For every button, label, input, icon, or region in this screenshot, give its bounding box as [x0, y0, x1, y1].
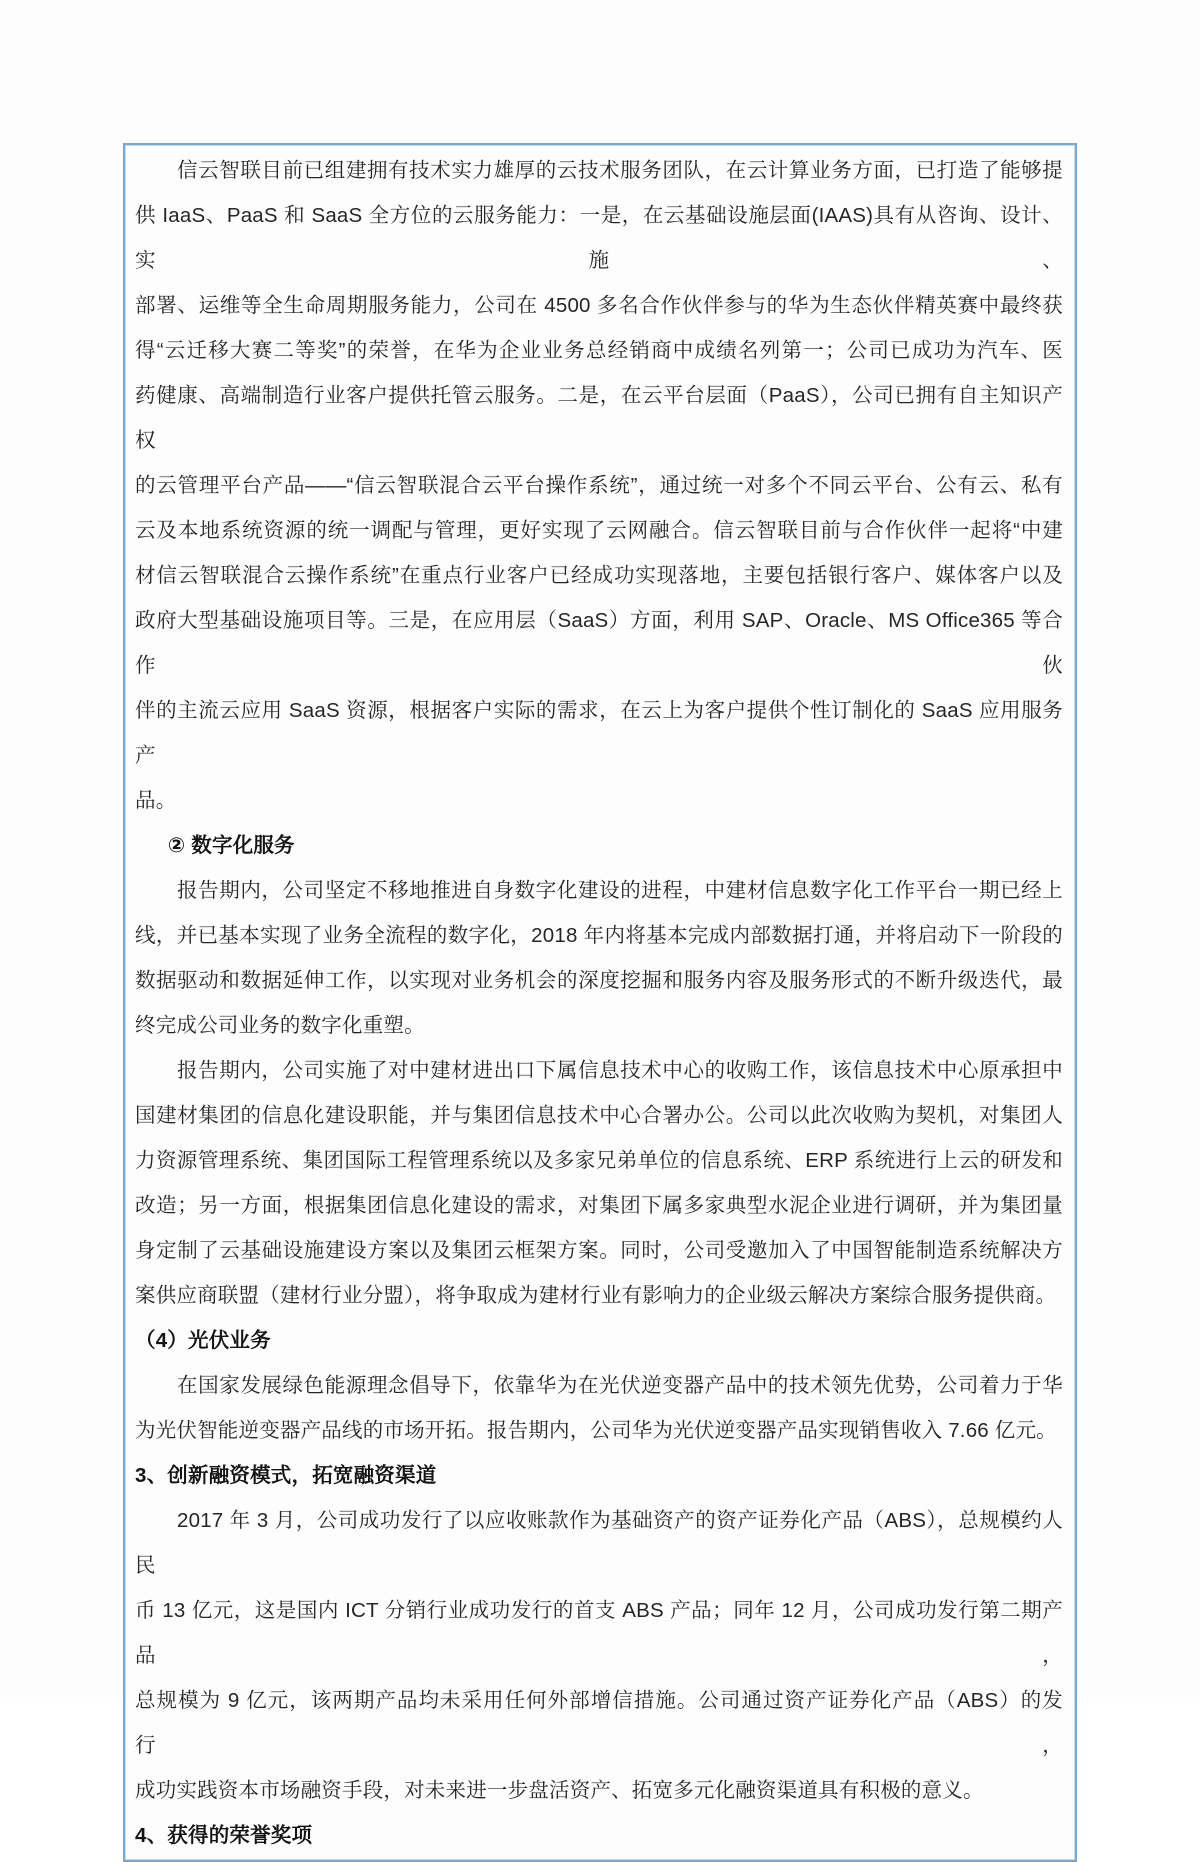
- paragraph-line: 得“云迁移大赛二等奖”的荣誉，在华为企业业务总经销商中成绩名列第一；公司已成功为汽车、医: [135, 339, 1063, 362]
- paragraph-line: 总规模为 9 亿元，该两期产品均未采用任何外部增信措施。公司通过资产证券化产品（ABS）的发行，: [135, 1689, 1063, 1757]
- paragraph-line: 终完成公司业务的数字化重塑。: [135, 1014, 425, 1037]
- paragraph-line: 改造；另一方面，根据集团信息化建设的需求，对集团下属多家典型水泥企业进行调研，并为集团量: [135, 1194, 1063, 1217]
- paragraph-line: 为光伏智能逆变器产品线的市场开拓。报告期内，公司华为光伏逆变器产品实现销售收入 7.66 亿元。: [135, 1419, 1057, 1442]
- paragraph-line: 政府大型基础设施项目等。三是，在应用层（SaaS）方面，利用 SAP、Oracle、MS Office365 等合作伙: [135, 609, 1063, 677]
- paragraph-line: 报告期内，公司实施了对中建材进出口下属信息技术中心的收购工作，该信息技术中心原承担中: [177, 1059, 1063, 1082]
- document-text-box: [123, 143, 1077, 1862]
- section-heading: ② 数字化服务: [167, 834, 295, 857]
- paragraph-line: 的云管理平台产品——“信云智联混合云平台操作系统”，通过统一对多个不同云平台、公有云、私有: [135, 474, 1063, 497]
- paragraph-line: 线，并已基本实现了业务全流程的数字化，2018 年内将基本完成内部数据打通，并将启动下一阶段的: [135, 924, 1063, 947]
- paragraph-line: 报告期内，公司坚定不移地推进自身数字化建设的进程，中建材信息数字化工作平台一期已经上: [177, 879, 1063, 902]
- paragraph-line: 信云智联目前已组建拥有技术实力雄厚的云技术服务团队，在云计算业务方面，已打造了能够提: [177, 159, 1063, 182]
- paragraph-line: 品。: [135, 789, 177, 812]
- paragraph-line: 材信云智联混合云操作系统”在重点行业客户已经成功实现落地，主要包括银行客户、媒体客户以及: [135, 564, 1063, 587]
- paragraph-line: 国建材集团的信息化建设职能，并与集团信息技术中心合署办公。公司以此次收购为契机，对集团人: [135, 1104, 1063, 1127]
- paragraph-line: 2017 年 3 月，公司成功发行了以应收账款作为基础资产的资产证券化产品（ABS），总规模约人民: [135, 1509, 1063, 1577]
- paragraph-line: 力资源管理系统、集团国际工程管理系统以及多家兄弟单位的信息系统、ERP 系统进行上云的研发和: [135, 1149, 1063, 1172]
- paragraph-line: 币 13 亿元，这是国内 ICT 分销行业成功发行的首支 ABS 产品；同年 12 月，公司成功发行第二期产品，: [135, 1599, 1063, 1667]
- paragraph-line: 数据驱动和数据延伸工作，以实现对业务机会的深度挖掘和服务内容及服务形式的不断升级迭代，最: [135, 969, 1063, 992]
- paragraph-line: 成功实践资本市场融资手段，对未来进一步盘活资产、拓宽多元化融资渠道具有积极的意义。: [135, 1779, 984, 1802]
- section-heading: 4、获得的荣誉奖项: [135, 1824, 313, 1847]
- paragraph-line: 部署、运维等全生命周期服务能力，公司在 4500 多名合作伙伴参与的华为生态伙伴精英赛中最终获: [135, 294, 1063, 317]
- paragraph-line: 供 IaaS、PaaS 和 SaaS 全方位的云服务能力：一是，在云基础设施层面(IAAS)具有从咨询、设计、实施、: [135, 204, 1063, 272]
- paragraph-line: 伴的主流云应用 SaaS 资源，根据客户实际的需求，在云上为客户提供个性订制化的 SaaS 应用服务产: [135, 699, 1063, 767]
- paragraph-line: 在国家发展绿色能源理念倡导下，依靠华为在光伏逆变器产品中的技术领先优势，公司着力于华: [177, 1374, 1063, 1397]
- paragraph-line: 案供应商联盟（建材行业分盟），将争取成为建材行业有影响力的企业级云解决方案综合服务提供商。: [135, 1284, 1057, 1307]
- section-heading: （4）光伏业务: [135, 1329, 271, 1352]
- section-heading: 3、创新融资模式，拓宽融资渠道: [135, 1464, 437, 1487]
- paragraph-line: 身定制了云基础设施建设方案以及集团云框架方案。同时，公司受邀加入了中国智能制造系统解决方: [135, 1239, 1063, 1262]
- paragraph-line: 药健康、高端制造行业客户提供托管云服务。二是，在云平台层面（PaaS），公司已拥有自主知识产权: [135, 384, 1063, 452]
- paragraph-line: 云及本地系统资源的统一调配与管理，更好实现了云网融合。信云智联目前与合作伙伴一起将“中建: [135, 519, 1063, 542]
